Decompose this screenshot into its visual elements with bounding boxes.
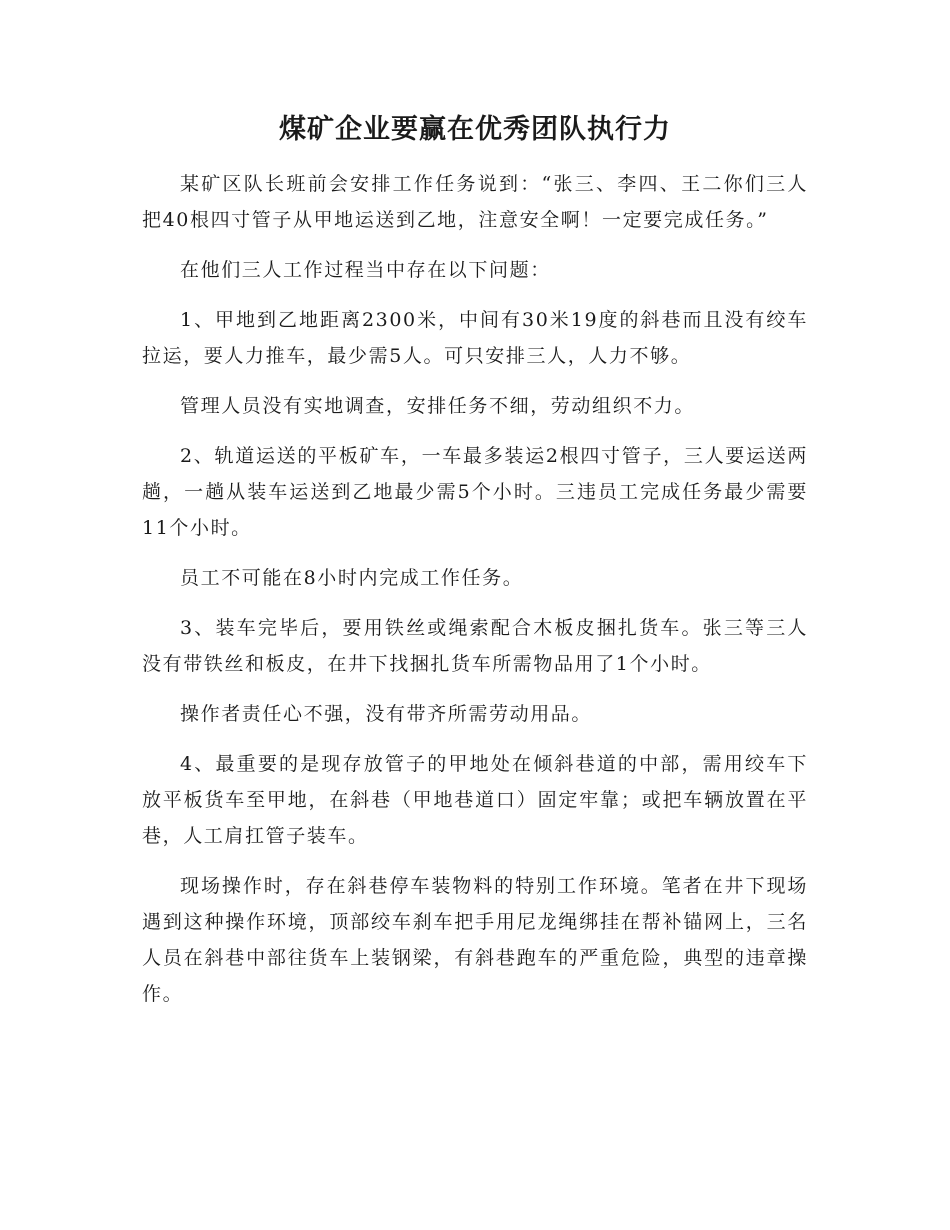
paragraph-intro: 某矿区队长班前会安排工作任务说到：“张三、李四、王二你们三人把40根四寸管子从甲地运送到乙地，注意安全啊！一定要完成任务。”: [142, 173, 808, 231]
paragraph-problems-heading: 在他们三人工作过程当中存在以下问题：: [180, 259, 551, 281]
paragraph-problem-3-analysis: 操作者责任心不强，没有带齐所需劳动用品。: [180, 703, 593, 725]
document-body: [142, 166, 808, 1026]
paragraph-problem-1-analysis: 管理人员没有实地调查，安排任务不细，劳动组织不力。: [180, 395, 696, 417]
paragraph-problem-3: 3、装车完毕后，要用铁丝或绳索配合木板皮捆扎货车。张三等三人没有带铁丝和板皮，在井下找捆扎货车所需物品用了1个小时。: [142, 617, 808, 675]
paragraph-field-observation: 现场操作时，存在斜巷停车装物料的特别工作环境。笔者在井下现场遇到这种操作环境，顶部绞车刹车把手用尼龙绳绑挂在帮补锚网上，三名人员在斜巷中部往货车上装钢梁，有斜巷跑车的严重危险，典型的违章操作。: [142, 875, 808, 1005]
page-title: 煤矿企业要赢在优秀团队执行力: [279, 114, 671, 145]
paragraph-problem-2: 2、轨道运送的平板矿车，一车最多装运2根四寸管子，三人要运送两趟，一趟从装车运送到乙地最少需5个小时。三违员工完成任务最少需要11个小时。: [142, 445, 808, 539]
paragraph-problem-1: 1、甲地到乙地距离2300米，中间有30米19度的斜巷而且没有绞车拉运，要人力推车，最少需5人。可只安排三人，人力不够。: [142, 309, 808, 367]
paragraph-problem-4: 4、最重要的是现存放管子的甲地处在倾斜巷道的中部，需用绞车下放平板货车至甲地，在斜巷（甲地巷道口）固定牢靠；或把车辆放置在平巷，人工肩扛管子装车。: [142, 753, 808, 847]
paragraph-problem-2-analysis: 员工不可能在8小时内完成工作任务。: [180, 567, 524, 589]
